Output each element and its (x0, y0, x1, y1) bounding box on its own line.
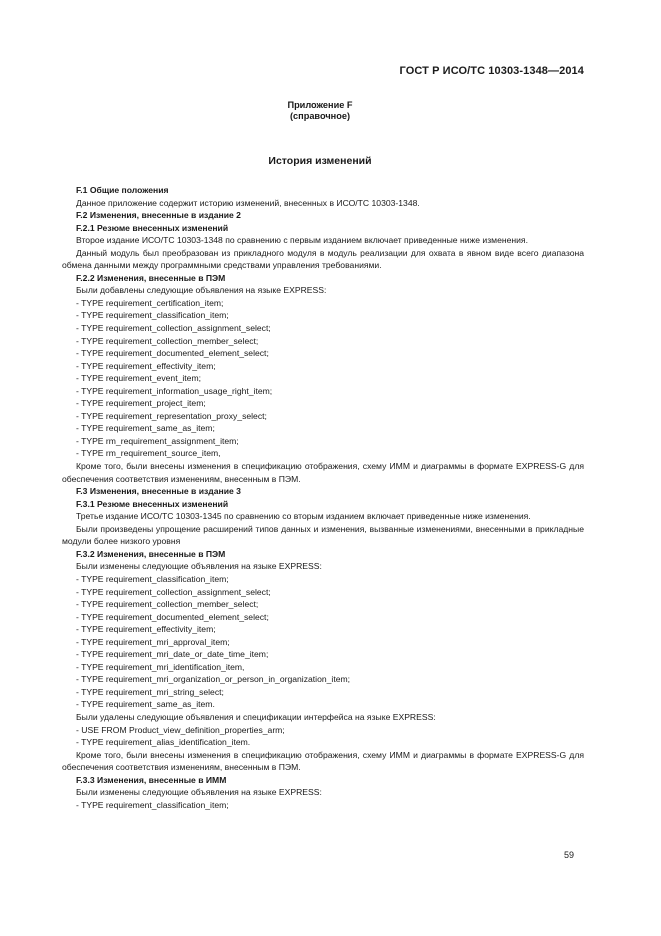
list-item: - TYPE requirement_same_as_item; (76, 423, 215, 434)
paragraph: Третье издание ИСО/ТС 10303-1345 по сравнению со вторым изданием включает приведенные ниже изменения. (76, 511, 531, 522)
list-item: - TYPE requirement_effectivity_item; (76, 360, 216, 371)
list-item: - TYPE requirement_classification_item; (76, 799, 229, 810)
list-item: - TYPE requirement_project_item; (76, 398, 206, 409)
paragraph: Кроме того, были внесены изменения в спецификацию отображения, схему ИММ и диаграммы в формате EXPRESS-G для обеспечения соответствия изменениям, внесенным в ПЭМ. (62, 749, 584, 773)
list-item: - TYPE requirement_information_usage_right_item; (76, 385, 273, 396)
list-item: - TYPE requirement_event_item; (76, 373, 201, 384)
paragraph: Второе издание ИСО/ТС 10303-1348 по сравнению с первым изданием включает приведенные ниже изменения. (76, 235, 528, 246)
list-item: - TYPE requirement_mri_organization_or_person_in_organization_item; (76, 674, 351, 685)
list-item: - TYPE requirement_collection_member_select; (76, 599, 259, 610)
standard-designation: ГОСТ Р ИСО/ТС 10303-1348—2014 (399, 65, 584, 77)
document-body (62, 184, 584, 811)
list-f3-2-removed (62, 724, 584, 749)
section-heading-f3-2: F.3.2 Изменения, внесенные в ПЭМ (76, 548, 226, 559)
paragraph: Были изменены следующие объявления на языке EXPRESS: (76, 561, 322, 572)
section-heading-f3-1: F.3.1 Резюме внесенных изменений (76, 498, 229, 509)
list-f2-2-added (62, 297, 584, 460)
list-item: - TYPE requirement_mri_identification_item, (76, 661, 245, 672)
list-item: - USE FROM Product_view_definition_properties_arm; (76, 724, 285, 735)
list-item: - TYPE requirement_documented_element_select; (76, 611, 269, 622)
paragraph: Данный модуль был преобразован из прикладного модуля в модуль реализации для охвата в явном виде всего диапазона обмена данными между программными средствами управления требованиями. (62, 247, 584, 271)
list-f3-2-changed (62, 573, 584, 711)
page-number: 59 (563, 850, 574, 860)
section-heading-f3-3: F.3.3 Изменения, внесенные в ИММ (76, 774, 227, 785)
appendix-type: (справочное) (289, 111, 350, 121)
list-item: - TYPE requirement_certification_item; (76, 297, 224, 308)
list-item: - TYPE requirement_effectivity_item; (76, 624, 216, 635)
paragraph: Были добавлены следующие объявления на языке EXPRESS: (76, 285, 327, 296)
appendix-label: Приложение F (287, 100, 353, 110)
list-item: - TYPE requirement_collection_assignment_select; (76, 323, 271, 334)
section-heading-f2: F.2 Изменения, внесенные в издание 2 (76, 210, 241, 221)
list-item: - TYPE requirement_classification_item; (76, 310, 229, 321)
paragraph: Были удалены следующие объявления и спецификации интерфейса на языке EXPRESS: (76, 711, 436, 722)
list-item: - TYPE requirement_representation_proxy_select; (76, 410, 267, 421)
list-item: - TYPE requirement_alias_identification_item. (76, 737, 251, 748)
list-item: - TYPE requirement_collection_assignment_select; (76, 586, 271, 597)
paragraph: Были произведены упрощение расширений типов данных и изменения, вызванные изменениями, внесенными в прикладные модули более низкого уровня (62, 523, 584, 547)
paragraph: Были изменены следующие объявления на языке EXPRESS: (76, 787, 322, 798)
section-heading-f2-1: F.2.1 Резюме внесенных изменений (76, 222, 229, 233)
list-f3-3-changed (62, 799, 584, 812)
list-item: - TYPE requirement_collection_member_select; (76, 335, 259, 346)
list-item: - TYPE rm_requirement_source_item, (76, 448, 221, 459)
list-item: - TYPE requirement_documented_element_select; (76, 348, 269, 359)
page-title: История изменений (268, 155, 372, 167)
list-item: - TYPE requirement_mri_date_or_date_time_item; (76, 649, 269, 660)
section-heading-f1: F.1 Общие положения (76, 185, 169, 195)
list-item: - TYPE rm_requirement_assignment_item; (76, 435, 239, 446)
list-item: - TYPE requirement_classification_item; (76, 573, 229, 584)
section-heading-f3: F.3 Изменения, внесенные в издание 3 (76, 486, 241, 497)
list-item: - TYPE requirement_mri_string_select; (76, 686, 224, 697)
paragraph: Данное приложение содержит историю изменений, внесенных в ИСО/ТС 10303-1348. (76, 197, 420, 208)
paragraph: Кроме того, были внесены изменения в спецификацию отображения, схему ИММ и диаграммы в формате EXPRESS-G для обеспечения соответствия изменениям, внесенным в ПЭМ. (62, 461, 584, 484)
list-item: - TYPE requirement_mri_approval_item; (76, 636, 230, 647)
list-item: - TYPE requirement_same_as_item. (76, 699, 215, 710)
section-heading-f2-2: F.2.2 Изменения, внесенные в ПЭМ (76, 272, 226, 283)
